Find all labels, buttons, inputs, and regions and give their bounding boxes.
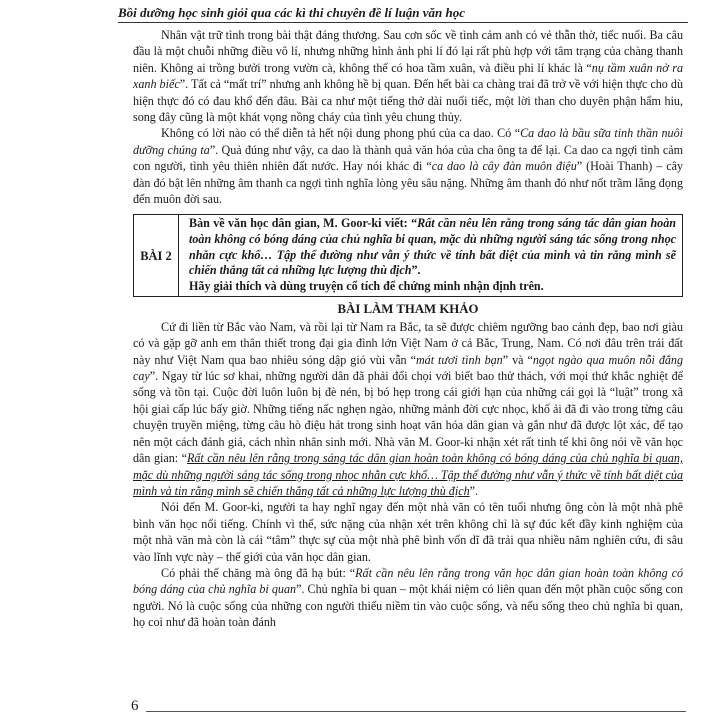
text-run: ”. Chủ nghĩa bi quan – một khái niệm có liên quan đến một phần cuộc sống con người. Nó là cuộc sống của những con người thiếu niềm tin vào cuộc sống, và nếu sống theo chủ nghĩa bi quan, họ coi như đã hoàn toàn đánh bbox=[133, 582, 683, 630]
essay-paragraphs bbox=[133, 319, 683, 631]
text-run: ”. Ngay từ lúc sơ khai, những người dân đã phải đối chọi với biết bao thử thách, với mọi thứ khắc nghiệt để sống và tồn tại. Cuộc đời luôn luôn bị đè nén, bị bó hẹp trong cái giới hạn của những cái gọi là “luật” trong xã hội giai cấp lúc bấy giờ. Những tiếng nấc nghẹn ngào, những mảnh đời cực nhọc, khổ ải đã đi vào trong từng câu chuyện truyền miệng, từng câu hò điệu hát trong sinh hoạt văn hóa dân gian và gắn như đã được lột xác, để tạo nên một cách đánh giá, cách nhìn nhân sinh mới. Nhà văn M. Goor-ki nhận xét rất tinh tế khi ông nói về văn học dân gian: “ bbox=[133, 369, 683, 466]
text-run: ”. bbox=[411, 263, 421, 278]
text-run: ca dao là cây đàn muôn điệu bbox=[431, 159, 577, 174]
paragraph bbox=[133, 499, 683, 565]
text-run: mát tươi tình bạn bbox=[415, 352, 503, 367]
text-run: Rất cần nêu lên rằng trong sáng tác dân gian hoàn toàn không có bóng dáng của chủ nghĩa bi quan, mặc dù những người sáng tác sống trong nhọc nhằn cực khổ… Tập thể đường như vẫn ý thức về tính bất diệt của mình và tin rằng mình sẽ chiến thắng tất cả những lực lượng thù địch bbox=[189, 216, 676, 278]
paragraph bbox=[133, 319, 683, 499]
text-run: ”. Tất cả “mất trí” nhưng anh không hề bị quan. Đến hết bài ca chàng trai đã trở về với hiện thực cho dù hiện thực đó có đau khổ đến đâu. Bài ca như một tiếng thở dài nuối tiếc, một lời than cho duyên phận hẩm hiu, song đây cũng là một khát vọng nồng cháy của tình yêu chung thủy. bbox=[133, 77, 683, 125]
text-run: Nói đến M. Goor-ki, người ta hay nghĩ ngay đến một nhà văn có tên tuổi nhưng ông còn là một nhà phê bình văn học nổi tiếng. Chính vì thế, sức nặng của nhận xét trên không chỉ là sự đúc kết đầy kinh nghiệm của một nhà văn mà còn là cái “tâm” thực sự của một nhà phê bình vốn dĩ đã trải qua nhiều năm nghiên cứu, đi sâu vào lĩnh vực này – thế giới của văn học dân gian. bbox=[133, 500, 683, 564]
text-run: ” và “ bbox=[502, 352, 533, 367]
paragraph bbox=[133, 125, 683, 207]
exercise-task: Hãy giải thích và dùng truyện cổ tích để chứng minh nhận định trên. bbox=[189, 278, 544, 293]
text-run: Bàn về văn học dân gian, M. Goor-ki viết: “ bbox=[189, 216, 418, 231]
section-title: BÀI LÀM THAM KHẢO bbox=[337, 302, 479, 317]
text-run: ngọt ngào qua muôn nỗi đắng cay bbox=[133, 352, 684, 384]
intro-paragraphs bbox=[133, 27, 683, 207]
page-content bbox=[133, 27, 683, 631]
exercise-label: BÀI 2 bbox=[134, 215, 179, 296]
text-run: Cứ đi liền từ Bắc vào Nam, và rồi lại từ Nam ra Bắc, ta sẽ được chiêm ngưỡng bao cảnh đẹp, bao nơi giàu có và gặp gỡ anh em thân thiết trong đại gia đình lớn Việt Nam ở cả Bắc, Trung, Nam. Có nơi đâu trên trái đất này như Việt Nam qua bao nhiêu sóng dập gió vùi vẫn “ bbox=[133, 319, 683, 367]
text-run: Có phải thế chăng mà ông đã hạ bút: “ bbox=[161, 565, 356, 580]
text-run: ”. bbox=[469, 483, 479, 498]
text-run: Rất cần nêu lên rằng trong văn học dân gian hoàn toàn không có bóng dáng của chủ nghĩa bi quan bbox=[133, 565, 683, 597]
page-number: 6 bbox=[131, 698, 139, 714]
text-run: nụ tầm xuân nở ra xanh biếc bbox=[133, 60, 683, 92]
text-run: Ca dao là bầu sữa tinh thần nuôi dưỡng chúng ta bbox=[133, 126, 683, 157]
running-header: Bồi dưỡng học sinh giỏi qua các kì thi chuyên đề lí luận văn học bbox=[118, 6, 688, 23]
text-run: Rất cần nêu lên rằng trong sáng tác dân gian hoàn toàn không có bóng dáng của chủ nghĩa bi quan, mặc dù những người sáng tác sống trong nhọc nhằn cực khổ… Tập thể đường như vẫn ý thức về tính bất diệt của mình và tin rằng mình sẽ chiến thắng tất cả những lực lượng thù địch bbox=[133, 451, 683, 498]
footer-rule bbox=[146, 711, 686, 712]
text-run: ”. Quả đúng như vậy, ca dao là thành quả văn hóa của cha ông ta để lại. Ca dao ca ngợi tình cảm con người, tình yêu thiên nhiên đất nước. Hay nói khác đi “ bbox=[133, 142, 683, 174]
paragraph bbox=[133, 565, 683, 631]
exercise-body bbox=[179, 215, 682, 296]
text-run: ” (Hoài Thanh) – cây đàn đó bật lên những âm thanh ca ngợi tình nghĩa lòng yêu sâu nặng. Những âm thanh đó như nốt trầm lắng đọng đến muôn đời sau. bbox=[133, 159, 683, 207]
paragraph bbox=[133, 27, 683, 125]
exercise-statement bbox=[189, 216, 676, 278]
exercise-box bbox=[133, 214, 683, 297]
text-run: Không có lời nào có thể diễn tả hết nội dung phong phú của ca dao. Có “ bbox=[161, 126, 521, 141]
text-run: Nhân vật trữ tình trong bài thật đáng thương. Sau cơn sốc về tình cảm anh có vẻ thẫn thờ, tiếc nuối. Ba câu đầu là một chuỗi những điều vô lí, nhưng những hình ảnh phi lí đó lại rất phù hợp với tâm trạng của chàng thanh niên. Không ai trồng bưởi trong vườn cà, không thể có hoa tầm xuân, và điều phi lí khác là “ bbox=[133, 28, 683, 75]
